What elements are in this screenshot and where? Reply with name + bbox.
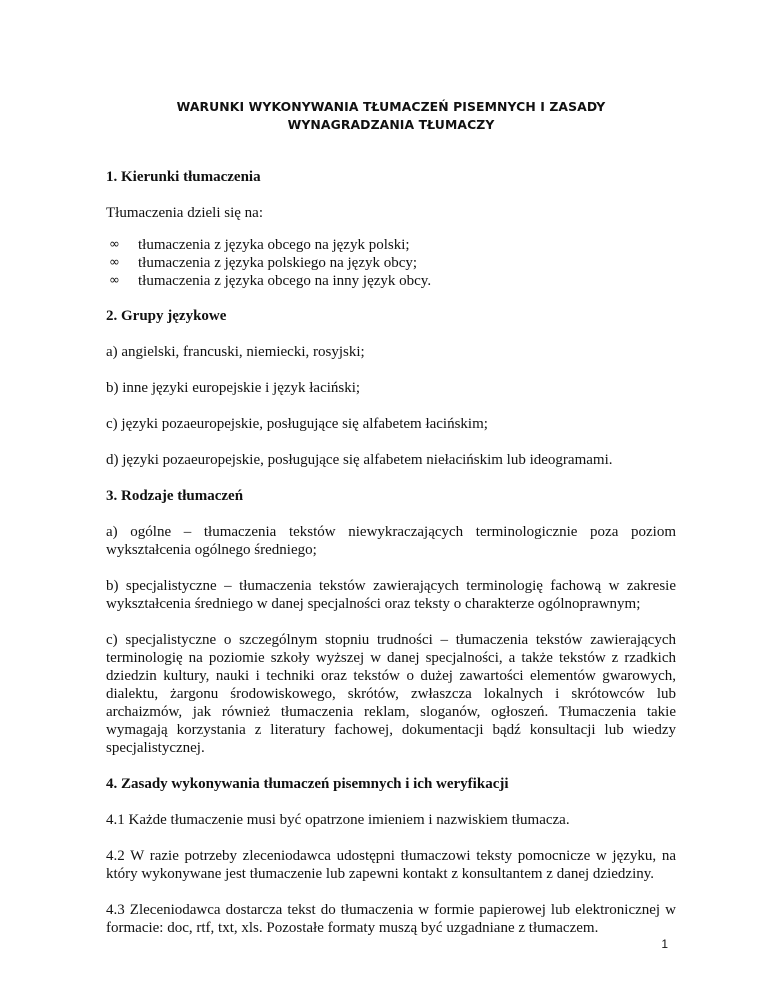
page-number: 1 xyxy=(661,937,668,951)
section-1-intro: Tłumaczenia dzieli się na: xyxy=(106,205,264,221)
section-3-heading: 3. Rodzaje tłumaczeń xyxy=(106,488,244,504)
rule-4-1: 4.1 Każde tłumaczenie musi być opatrzone imieniem i nazwiskiem tłumacza. xyxy=(106,812,570,828)
document-title xyxy=(106,98,676,134)
translation-type-a: a) ogólne – tłumaczenia tekstów niewykraczających terminologicznie poza poziom wykształcenia ogólnego średniego; xyxy=(106,524,676,558)
translation-type-b: b) specjalistyczne – tłumaczenia tekstów zawierających terminologię fachową w zakresie wykształcenia średniego w danej specjalności oraz teksty o charakterze ogólnoprawnym; xyxy=(106,578,676,612)
section-4-heading: 4. Zasady wykonywania tłumaczeń pisemnych i ich weryfikacji xyxy=(106,776,509,792)
rule-4-2: 4.2 W razie potrzeby zleceniodawca udostępni tłumaczowi teksty pomocnicze w języku, na który wykonywane jest tłumaczenie lub zapewni kontakt z konsultantem z danej dziedziny. xyxy=(106,848,676,882)
infinity-bullet-icon: ∞ xyxy=(109,273,120,288)
language-group-c: c) języki pozaeuropejskie, posługujące się alfabetem łacińskim; xyxy=(106,416,488,432)
list-item-text: tłumaczenia z języka obcego na język polski; xyxy=(138,237,410,253)
list-item xyxy=(106,254,676,272)
section-2-heading: 2. Grupy językowe xyxy=(106,308,227,324)
title-line-2: WYNAGRADZANIA TŁUMACZY xyxy=(287,117,495,132)
rule-4-3: 4.3 Zleceniodawca dostarcza tekst do tłumaczenia w formie papierowej lub elektronicznej w formacie: doc, rtf, txt, xls. Pozostałe formaty muszą być uzgadniane z tłumaczem. xyxy=(106,902,676,936)
language-group-a: a) angielski, francuski, niemiecki, rosyjski; xyxy=(106,344,365,360)
direction-list xyxy=(106,236,676,290)
list-item-text: tłumaczenia z języka polskiego na język obcy; xyxy=(138,255,418,271)
language-group-b: b) inne języki europejskie i język łaciński; xyxy=(106,380,361,396)
section-1-heading: 1. Kierunki tłumaczenia xyxy=(106,169,261,185)
language-group-d: d) języki pozaeuropejskie, posługujące się alfabetem niełacińskim lub ideogramami. xyxy=(106,452,613,468)
list-item xyxy=(106,272,676,290)
document-page xyxy=(106,98,676,955)
infinity-bullet-icon: ∞ xyxy=(109,255,120,270)
title-line-1: WARUNKI WYKONYWANIA TŁUMACZEŃ PISEMNYCH I ZASADY xyxy=(176,99,606,114)
list-item-text: tłumaczenia z języka obcego na inny język obcy. xyxy=(138,273,432,289)
translation-type-c: c) specjalistyczne o szczególnym stopniu trudności – tłumaczenia tekstów zawierających terminologię na poziomie szkoły wyższej w danej specjalności, a także tekstów z rzadkich dziedzin kultury, nauki i techniki oraz tekstów o dużej zawartości elementów gwarowych, dialektu, żargonu środowiskowego, skrótów, zwłaszcza lokalnych i skrótowców lub archaizmów, jak również tłumaczenia reklam, sloganów, ogłoszeń. Tłumaczenia takie wymagają korzystania z literatury fachowej, dokumentacji bądź konsultacji lub wiedzy specjalistycznej. xyxy=(106,632,676,756)
infinity-bullet-icon: ∞ xyxy=(109,237,120,252)
list-item xyxy=(106,236,676,254)
